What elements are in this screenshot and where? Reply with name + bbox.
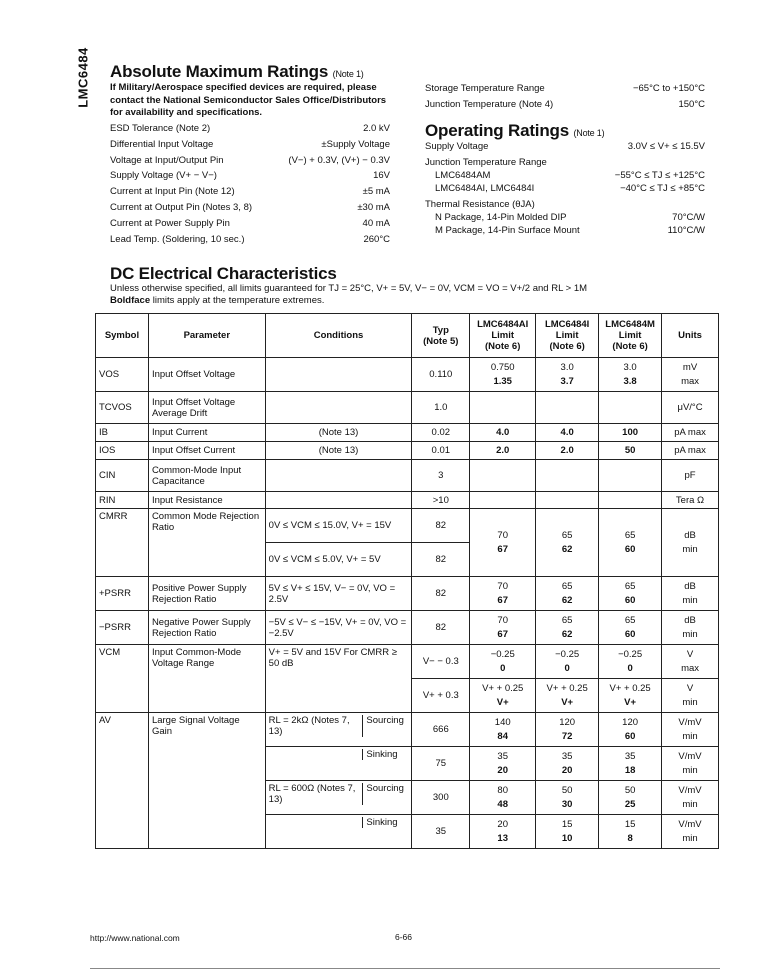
amr-row: Supply Voltage (V+ − V−) 16V	[110, 170, 390, 182]
military-note: If Military/Aerospace specified devices are required, please contact the National Semiconductor Sales Office/Distributors for availability and specifications.	[110, 82, 387, 118]
col-units: Units	[662, 314, 719, 358]
opr-list	[425, 141, 705, 238]
table-row: +PSRR Positive Power Supply Rejection Ratio 5V ≤ V+ ≤ 15V, V− = 0V, VO = 2.5V 82 70 67 65 62 65 60 dB min	[96, 577, 719, 611]
part-number: LMC6484	[75, 47, 91, 108]
amr-row: ESD Tolerance (Note 2) 2.0 kV	[110, 123, 390, 134]
col-ai-limit: LMC6484AI Limit (Note 6)	[470, 314, 536, 358]
amr-row: Differential Input Voltage ±Supply Voltage	[110, 138, 390, 150]
table-row: RL = 600Ω (Notes 7, 13) Sourcing 300 80 48 50 30 50 25 V/mV min	[96, 781, 719, 815]
table-row: CIN Common-Mode Input Capacitance 3 pF	[96, 460, 719, 492]
table-row: IOS Input Offset Current (Note 13) 0.01 2.0 2.0 50 pA max	[96, 442, 719, 460]
dc-intro: Unless otherwise specified, all limits guaranteed for TJ = 25°C, V+ = 5V, V− = 0V, VCM = VO = V+/2 and RL > 1M Boldface limits apply at the temperature extremes.	[110, 283, 588, 306]
opr-row: Thermal Resistance (θJA)	[425, 198, 535, 210]
amr-row: Current at Input Pin (Note 12) ±5 mA	[110, 186, 390, 198]
amr-row: Voltage at Input/Output Pin (V−) + 0.3V, (V+) − 0.3V	[110, 154, 390, 166]
footer-url: http://www.national.com	[90, 933, 180, 943]
opr-row: N Package, 14-Pin Molded DIP 70°C/W	[435, 211, 705, 223]
amr-row: Storage Temperature Range −65°C to +150°C	[425, 83, 705, 94]
col-i-limit: LMC6484I Limit (Note 6)	[536, 314, 599, 358]
bottom-rule	[90, 968, 720, 969]
part-number-sidebar	[71, 40, 89, 120]
table-row: Sinking 75 35 20 35 20 35 18 V/mV min	[96, 747, 719, 781]
opr-row: Junction Temperature Range	[425, 156, 547, 168]
table-row: AV Large Signal Voltage Gain RL = 2kΩ (Notes 7, 13) Sourcing 666 140 84 120 72 120 60 V/mV min	[96, 713, 719, 747]
col-conditions: Conditions	[265, 314, 412, 358]
table-row: VCM Input Common-Mode Voltage Range V+ = 5V and 15V For CMRR ≥ 50 dB V− − 0.3 −0.25 0 −0.25 0 −0.25 0 V max	[96, 645, 719, 679]
table-row: V+ + 0.3 V+ + 0.25 V+ V+ + 0.25 V+ V+ + 0.25 V+ V min	[96, 679, 719, 713]
table-row: IB Input Current (Note 13) 0.02 4.0 4.0 100 pA max	[96, 424, 719, 442]
table-row: TCVOS Input Offset Voltage Average Drift 1.0 μV/°C	[96, 392, 719, 424]
dc-title: DC Electrical Characteristics	[110, 264, 337, 283]
opr-title: Operating Ratings (Note 1)	[425, 121, 605, 140]
amr-row: Junction Temperature (Note 4) 150°C	[425, 98, 705, 110]
table-row: RIN Input Resistance >10 Tera Ω	[96, 492, 719, 509]
opr-row: LMC6484AM −55°C ≤ TJ ≤ +125°C	[435, 169, 705, 181]
table-header-row	[96, 314, 719, 358]
table-row: CMRR Common Mode Rejection Ratio 0V ≤ VCM ≤ 15.0V, V+ = 15V 82 70 67 65 62 65 60 dB min	[96, 509, 719, 543]
col-parameter: Parameter	[148, 314, 265, 358]
amr-row: Current at Output Pin (Notes 3, 8) ±30 mA	[110, 201, 390, 213]
col-symbol: Symbol	[96, 314, 149, 358]
opr-row: Supply Voltage 3.0V ≤ V+ ≤ 15.5V	[425, 141, 705, 152]
dc-table	[95, 313, 719, 849]
opr-row: LMC6484AI, LMC6484I −40°C ≤ TJ ≤ +85°C	[435, 182, 705, 194]
col-typ: Typ (Note 5)	[412, 314, 470, 358]
page-number: 6-66	[395, 932, 413, 942]
table-row: VOS Input Offset Voltage 0.110 0.750 1.35 3.0 3.7 3.0 3.8 mV max	[96, 358, 719, 392]
amr-title: Absolute Maximum Ratings (Note 1)	[110, 62, 364, 81]
amr-row: Current at Power Supply Pin 40 mA	[110, 217, 390, 229]
table-row: 0V ≤ VCM ≤ 5.0V, V+ = 5V 82	[96, 543, 719, 577]
table-row: −PSRR Negative Power Supply Rejection Ratio −5V ≤ V− ≤ −15V, V+ = 0V, VO = −2.5V 82 70 67 65 62 65 60 dB min	[96, 611, 719, 645]
amr-list	[110, 123, 390, 249]
col-m-limit: LMC6484M Limit (Note 6)	[599, 314, 662, 358]
amr-right-list	[425, 83, 705, 114]
table-row: Sinking 35 20 13 15 10 15 8 V/mV min	[96, 815, 719, 849]
opr-row: M Package, 14-Pin Surface Mount 110°C/W	[435, 224, 705, 236]
amr-row: Lead Temp. (Soldering, 10 sec.) 260°C	[110, 233, 390, 245]
